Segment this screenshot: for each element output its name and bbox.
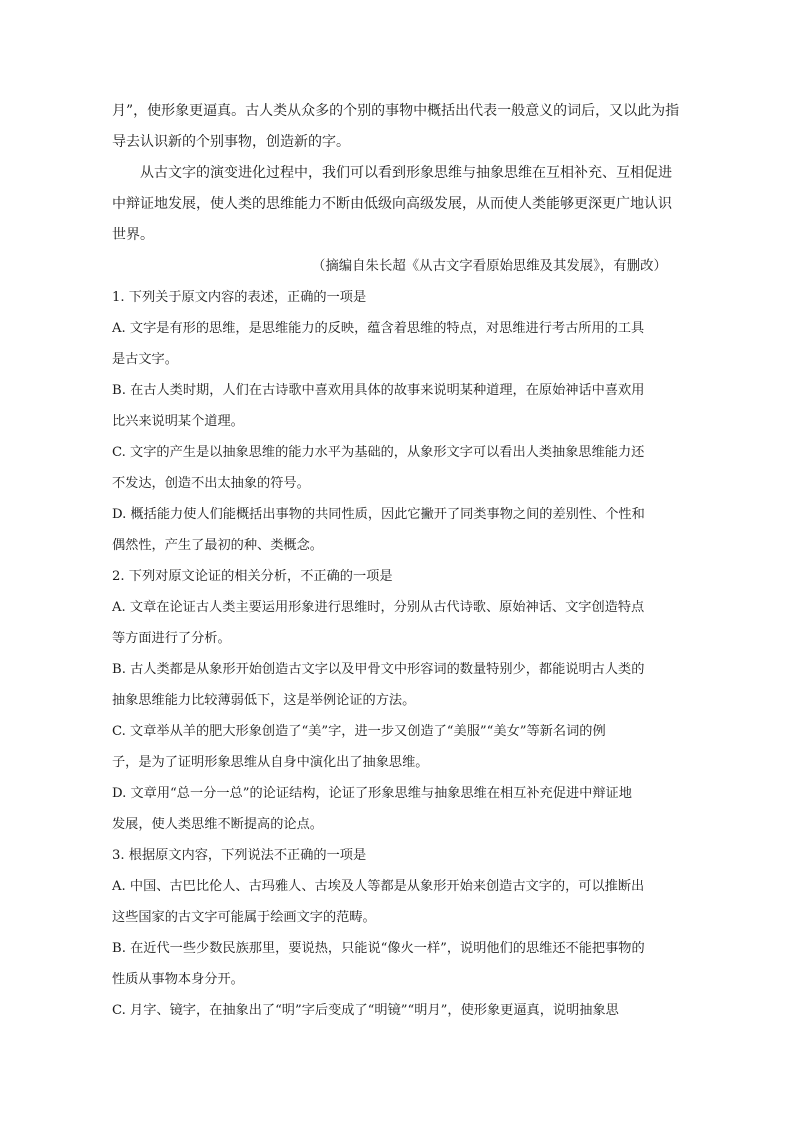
option-c — [112, 716, 684, 778]
option-line: C. 文字的产生是以抽象思维的能力水平为基础的，从象形文字可以看出人类抽象思维能力还 — [112, 445, 645, 460]
passage — [112, 96, 684, 282]
option-line: 不发达，创造不出太抽象的符号。 — [112, 476, 310, 491]
option-line: A. 中国、古巴比伦人、古玛雅人、古埃及人等都是从象形开始来创造古文字的，可以推断出 — [112, 879, 645, 894]
option-line: D. 概括能力使人们能概括出事物的共同性质，因此它撇开了同类事物之间的差别性、个性和 — [112, 507, 645, 522]
option-line: 性质从事物本身分开。 — [112, 972, 244, 987]
option-line: B. 在古人类时期，人们在古诗歌中喜欢用具体的故事来说明某种道理，在原始神话中喜欢用 — [112, 383, 645, 398]
option-line: B. 在近代一些少数民族那里，要说热，只能说“像火一样”，说明他们的思维还不能把事物的 — [112, 941, 645, 956]
option-line: A. 文字是有形的思维，是思维能力的反映，蕴含着思维的特点，对思维进行考古所用的工具 — [112, 321, 645, 336]
option-line: A. 文章在论证古人类主要运用形象进行思维时，分别从古代诗歌、原始神话、文字创造特点 — [112, 600, 645, 615]
option-line: B. 古人类都是从象形开始创造古文字以及甲骨文中形容词的数量特别少，都能说明古人类的 — [112, 662, 645, 677]
question-stem: 3. 根据原文内容，下列说法不正确的一项是 — [112, 848, 367, 863]
passage-line: 中辩证地发展，使人类的思维能力不断由低级向高级发展，从而使人类能够更深更广地认识 — [112, 196, 672, 212]
option-line: 偶然性，产生了最初的种、类概念。 — [112, 538, 323, 553]
option-c — [112, 437, 684, 499]
passage-line: 导去认识新的个别事物，创造新的字。 — [112, 134, 350, 150]
passage-paragraph-start: 从古文字的演变进化过程中，我们可以看到形象思维与抽象思维在互相补充、互相促进 — [140, 165, 672, 181]
option-line: 等方面进行了分析。 — [112, 631, 231, 646]
option-line: C. 文章举从羊的肥大形象创造了“美”字，进一步又创造了“美服”“美女”等新名词的例 — [112, 724, 606, 739]
option-a — [112, 592, 684, 654]
option-line: 比兴来说明某个道理。 — [112, 414, 244, 429]
option-b — [112, 933, 684, 995]
question-3 — [112, 840, 684, 1026]
passage-line: 世界。 — [112, 227, 154, 243]
option-line: 子，是为了证明形象思维从自身中演化出了抽象思维。 — [112, 755, 429, 770]
question-stem: 2. 下列对原文论证的相关分析，不正确的一项是 — [112, 569, 393, 584]
question-1 — [112, 282, 684, 561]
option-line: 这些国家的古文字可能属于绘画文字的范畴。 — [112, 910, 376, 925]
question-2 — [112, 561, 684, 840]
option-d — [112, 778, 684, 840]
option-b — [112, 654, 684, 716]
option-a — [112, 313, 684, 375]
option-line: 抽象思维能力比较薄弱低下，这是举例论证的方法。 — [112, 693, 416, 708]
option-d — [112, 499, 684, 561]
source-citation: （摘编自朱长超《从古文字看原始思维及其发展》，有删改） — [312, 259, 667, 274]
document-page — [112, 96, 684, 1026]
option-line: 发展，使人类思维不断提高的论点。 — [112, 817, 323, 832]
option-line: D. 文章用“总一分一总”的论证结构，论证了形象思维与抽象思维在相互补充促进中辩证地 — [112, 786, 632, 801]
option-line: 是古文字。 — [112, 352, 178, 367]
option-c — [112, 995, 684, 1026]
option-line: C. 月字、镜字，在抽象出了“明”字后变成了“明镜”“明月”，使形象更逼真，说明抽象思 — [112, 1003, 619, 1018]
option-a — [112, 871, 684, 933]
passage-line: 月”，使形象更逼真。古人类从众多的个别的事物中概括出代表一般意义的词后，又以此为指 — [112, 103, 680, 119]
option-b — [112, 375, 684, 437]
question-stem: 1. 下列关于原文内容的表述，正确的一项是 — [112, 290, 367, 305]
